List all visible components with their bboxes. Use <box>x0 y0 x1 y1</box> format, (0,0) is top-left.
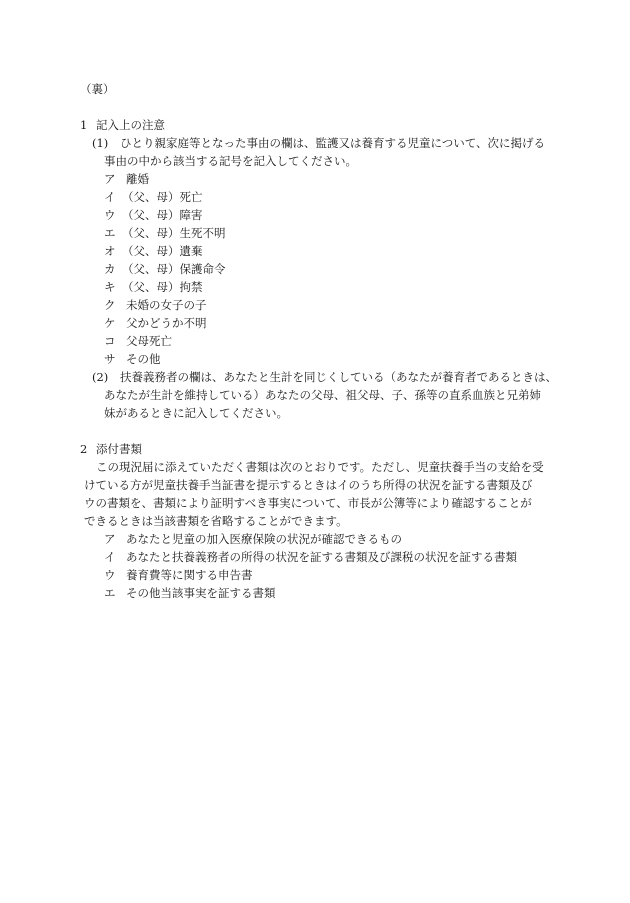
section-1-title: 記入上の注意 <box>96 118 165 132</box>
section-2-paragraph-line: ウの書類を、書類により証明すべき事実について、市長が公簿等により確認することが <box>84 496 532 510</box>
section-2-paragraph-line: けている方が児童扶養手当証書を提示するときはイのうち所得の状況を証する書類及び <box>84 478 533 492</box>
option-code: オ <box>104 244 116 258</box>
option-text: （父、母）拘禁 <box>122 280 203 294</box>
option-code: エ <box>104 226 116 240</box>
option-text: 父かどうか不明 <box>126 316 207 330</box>
option-code: カ <box>104 262 116 276</box>
page-header: （裏） <box>80 82 115 96</box>
item-2-line-2: あなたが生計を維持している）あなたの父母、祖父母、子、孫等の直系血族と兄弟姉 <box>104 388 541 402</box>
option-text: （父、母）障害 <box>122 208 203 222</box>
option-code: サ <box>104 352 116 366</box>
section-2-title: 添付書類 <box>96 442 142 456</box>
document-code: ア <box>104 532 116 546</box>
option-text: その他 <box>126 352 161 366</box>
option-code: ウ <box>104 208 116 222</box>
document-code: エ <box>104 586 116 600</box>
option-code: キ <box>104 280 116 294</box>
document-text: 養育費等に関する申告書 <box>126 568 253 582</box>
option-text: 未婚の女子の子 <box>126 298 207 312</box>
option-code: ケ <box>104 316 116 330</box>
option-code: ア <box>104 172 116 186</box>
option-code: ク <box>104 298 116 312</box>
item-1-marker: (1) <box>92 136 109 150</box>
option-code: イ <box>104 190 116 204</box>
document-text: あなたと扶養義務者の所得の状況を証する書類及び課税の状況を証する書類 <box>126 550 517 564</box>
item-1-line-2: 事由の中から該当する記号を記入してください。 <box>104 154 357 168</box>
option-text: （父、母）死亡 <box>122 190 203 204</box>
option-code: コ <box>104 334 116 348</box>
item-2-line-1: 扶養義務者の欄は、あなたと生計を同じくしている（あなたが養育者であるときは、 <box>120 370 557 384</box>
item-1-line-1: ひとり親家庭等となった事由の欄は、監護又は養育する児童について、次に掲げる <box>120 136 546 150</box>
option-text: 父母死亡 <box>126 334 172 348</box>
section-2-paragraph-line: できるときは当該書類を省略することができます。 <box>84 514 348 528</box>
item-2-line-3: 妹があるときに記入してください。 <box>104 406 288 420</box>
item-2-marker: (2) <box>92 370 109 384</box>
document-text: あなたと児童の加入医療保険の状況が確認できるもの <box>126 532 402 546</box>
document-code: ウ <box>104 568 116 582</box>
option-text: 離婚 <box>126 172 149 186</box>
section-2-number: 2 <box>80 442 88 456</box>
option-text: （父、母）生死不明 <box>122 226 226 240</box>
option-text: （父、母）保護命令 <box>122 262 226 276</box>
option-text: （父、母）遺棄 <box>122 244 203 258</box>
section-1-number: 1 <box>80 118 88 132</box>
document-code: イ <box>104 550 116 564</box>
section-2-paragraph-line: この現況届に添えていただく書類は次のとおりです。ただし、児童扶養手当の支給を受 <box>96 460 544 474</box>
document-text: その他当該事実を証する書類 <box>126 586 276 600</box>
